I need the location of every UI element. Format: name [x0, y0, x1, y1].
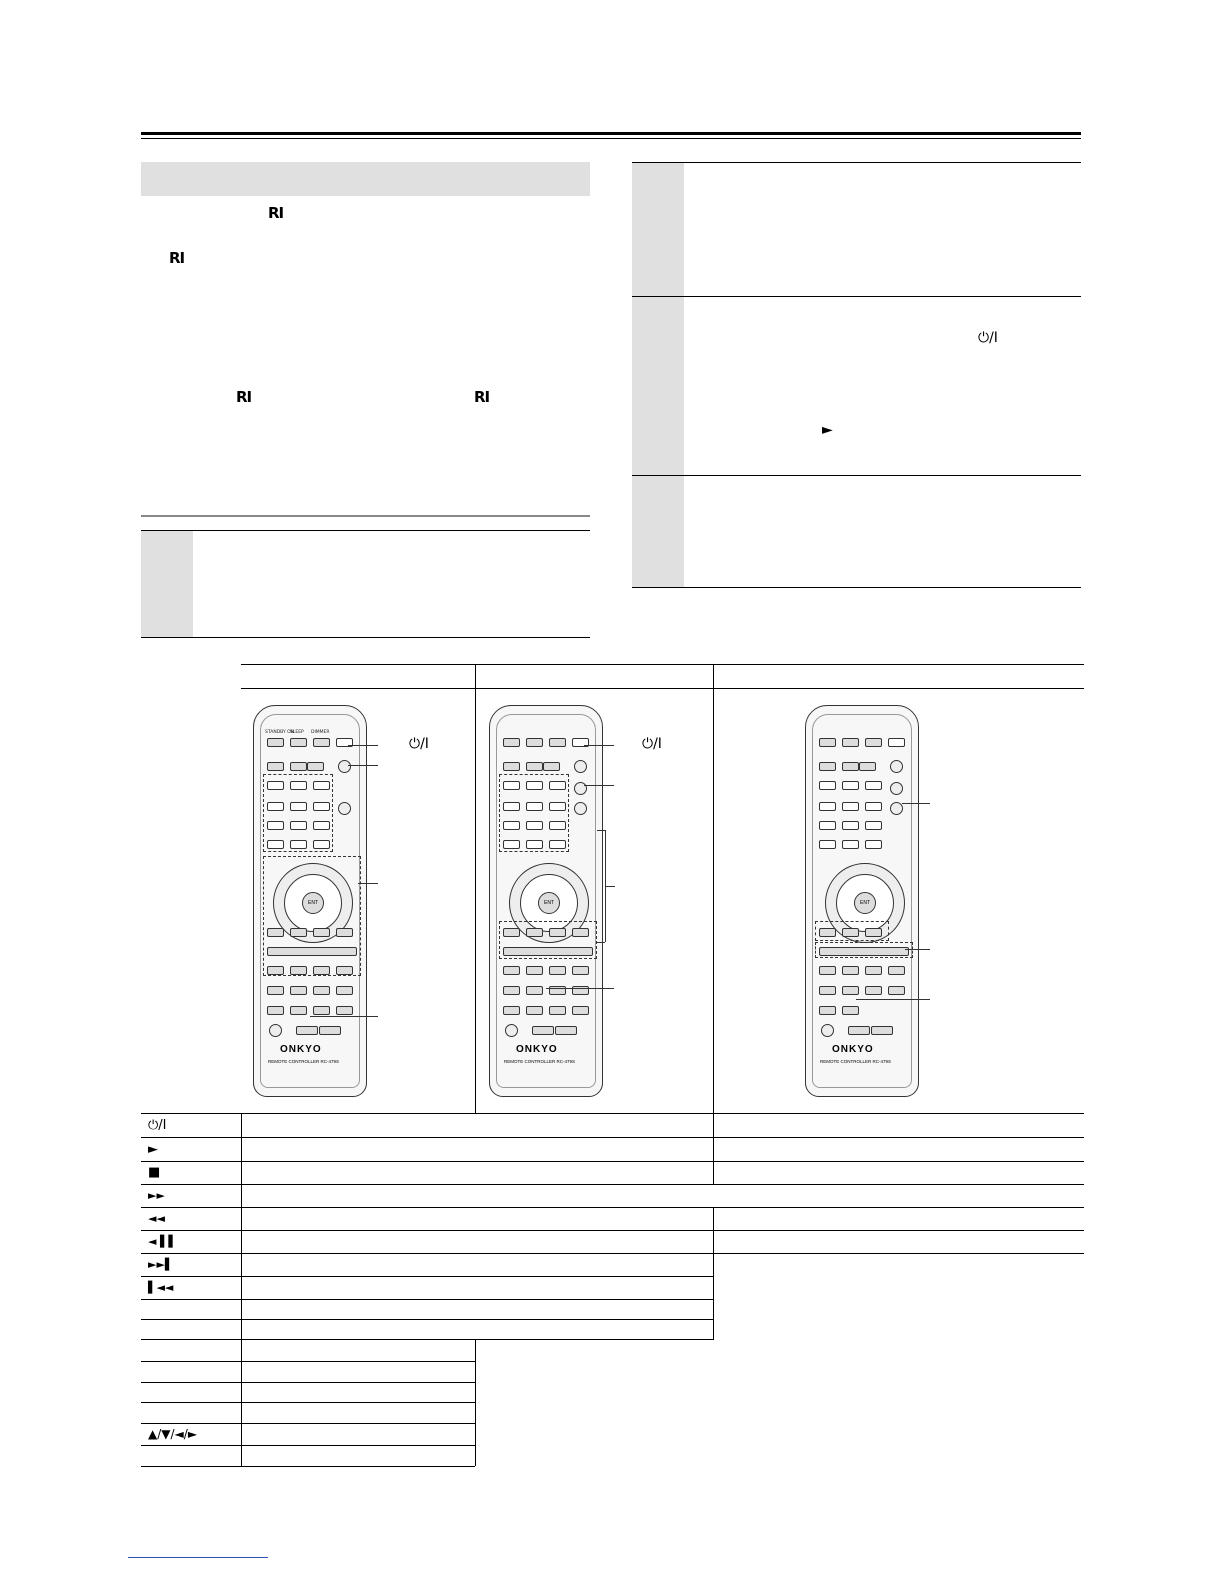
remote-model: REMOTE CONTROLLER RC-479S [504, 1059, 576, 1064]
step-number-cell [141, 531, 193, 637]
transport-button [572, 928, 589, 937]
remote-illustration-1 [253, 705, 367, 1097]
volume-down-button [532, 1026, 554, 1035]
volume-up-button [555, 1026, 577, 1035]
key-2 [526, 781, 543, 790]
preset-button [842, 762, 859, 771]
table-row-symbol: ■ [148, 1165, 161, 1180]
callout-line [584, 785, 614, 786]
key-7 [819, 821, 836, 830]
audio-sel-button [503, 986, 520, 995]
transport-button [865, 928, 882, 937]
enter-button: ENT [302, 892, 324, 914]
power-symbol: ⏻/I [978, 330, 998, 346]
transport-button [819, 947, 909, 956]
dvd-button [890, 760, 903, 773]
cd-button [888, 986, 905, 995]
video3-button [336, 1006, 353, 1015]
table-row-symbol: ⏻/I [148, 1118, 167, 1133]
table-rule [141, 1319, 714, 1320]
step-number-cell [632, 163, 684, 296]
section-heading-bar [141, 162, 590, 196]
audio-sel-button [819, 986, 836, 995]
key-0 [526, 840, 543, 849]
level-up-button [572, 966, 589, 975]
preset-button [859, 762, 876, 771]
callout-line [902, 803, 930, 804]
step-number-cell [632, 297, 684, 475]
test-button [503, 966, 520, 975]
transport-button [313, 928, 330, 937]
table-rule [141, 1113, 1084, 1114]
power-button [888, 738, 905, 747]
remote-frame-divider [475, 664, 476, 1114]
transport-button [526, 928, 543, 937]
key-9 [865, 821, 882, 830]
preset-button [290, 762, 307, 771]
callout-line [348, 745, 378, 746]
transport-button [336, 928, 353, 937]
sleep-button [526, 738, 543, 747]
transport-button [503, 947, 593, 956]
header-rule-thin [141, 138, 1081, 139]
remote-frame-sub [241, 688, 1084, 689]
volume-down-button [848, 1026, 870, 1035]
cd-tape-button [574, 802, 587, 815]
step-box-2 [632, 163, 1081, 296]
step-box-1 [141, 531, 590, 637]
key-8 [290, 821, 307, 830]
table-rule [141, 1276, 714, 1277]
table-row-symbol: ► [148, 1142, 158, 1157]
table-rule [141, 1445, 475, 1446]
table-col-rule [713, 1113, 714, 1184]
key-6 [313, 802, 330, 811]
video1-button [526, 1006, 543, 1015]
key-9 [549, 821, 566, 830]
key-2 [842, 781, 859, 790]
remote-frame-top [241, 664, 1084, 665]
cd-button-2 [574, 782, 587, 795]
step-rule [632, 587, 1081, 588]
table-rule [141, 1339, 714, 1340]
table-rule [141, 1161, 1084, 1162]
ri-logo: RI [474, 388, 490, 406]
audio-sel-button [267, 986, 284, 995]
remote-label: SLEEP [290, 730, 304, 735]
test-button [267, 966, 284, 975]
key-8 [526, 821, 543, 830]
key-ch [313, 840, 330, 849]
ch-sel-button [290, 966, 307, 975]
level-down-button [549, 966, 566, 975]
table-col-rule [713, 1207, 714, 1339]
step-number-cell [632, 476, 684, 587]
dimmer-button [865, 738, 882, 747]
transport-button [267, 947, 357, 956]
callout-line [348, 765, 378, 766]
key-4 [267, 802, 284, 811]
dvd-button [574, 760, 587, 773]
table-row-symbol: ►► [148, 1189, 165, 1202]
transport-button [267, 928, 284, 937]
table-rule [141, 1253, 1084, 1254]
standby-button [503, 738, 520, 747]
key-plus10 [267, 840, 284, 849]
ri-logo: RI [268, 204, 284, 222]
table-rule [141, 1382, 475, 1383]
table-rule [141, 1423, 475, 1424]
callout-line [358, 883, 378, 884]
table-row-symbol: ◄ ▌▌ [148, 1235, 177, 1248]
key-8 [842, 821, 859, 830]
dimmer-button [549, 738, 566, 747]
video2-button [549, 1006, 566, 1015]
video2-button [313, 1006, 330, 1015]
remote-label: STANDBY ON [265, 730, 295, 735]
key-7 [503, 821, 520, 830]
key-1 [267, 781, 284, 790]
key-ch [549, 840, 566, 849]
dvd-input-button [267, 1006, 284, 1015]
key-3 [313, 781, 330, 790]
table-rule [141, 1137, 1084, 1138]
transport-button [842, 928, 859, 937]
enter-button: ENT [854, 892, 876, 914]
tape-button [842, 986, 859, 995]
table-rule [141, 1230, 1084, 1231]
callout-line [584, 745, 614, 746]
key-plus10 [503, 840, 520, 849]
test-button [819, 966, 836, 975]
preset-button [543, 762, 560, 771]
volume-down-button [296, 1026, 318, 1035]
standby-button [819, 738, 836, 747]
video1-button [842, 1006, 859, 1015]
dimmer-button [313, 738, 330, 747]
video3-button [572, 1006, 589, 1015]
key-0 [842, 840, 859, 849]
remote-illustration-3 [805, 705, 919, 1097]
table-row-symbol: ▌◄◄ [148, 1281, 174, 1294]
volume-up-button [871, 1026, 893, 1035]
step-box-4 [632, 476, 1081, 587]
footer-link-underline [128, 1557, 268, 1558]
dvd-button [338, 760, 351, 773]
remote-brand: ONKYO [832, 1044, 874, 1055]
key-6 [549, 802, 566, 811]
callout-line [597, 830, 605, 831]
remote-illustration-2 [489, 705, 603, 1097]
key-2 [290, 781, 307, 790]
ri-logo: RI [169, 249, 185, 267]
remote-model: REMOTE CONTROLLER RC-479S [820, 1059, 892, 1064]
remote-brand: ONKYO [280, 1044, 322, 1055]
remote-frame-divider [713, 664, 714, 1114]
muting-button [821, 1024, 834, 1037]
key-4 [819, 802, 836, 811]
volume-up-button [319, 1026, 341, 1035]
dvd-input-button [819, 1006, 836, 1015]
ch-sel-button [842, 966, 859, 975]
sleep-button [842, 738, 859, 747]
tuner-button [865, 986, 882, 995]
dsp-button [267, 762, 284, 771]
transport-button [819, 928, 836, 937]
callout-line [605, 886, 615, 887]
muting-button [505, 1024, 518, 1037]
remote-model: REMOTE CONTROLLER RC-479S [268, 1059, 340, 1064]
ch-sel-button [526, 966, 543, 975]
table-rule [141, 1466, 475, 1467]
table-rule [141, 1207, 1084, 1208]
step-box-3 [632, 297, 1081, 475]
preset-button [526, 762, 543, 771]
key-5 [526, 802, 543, 811]
cd-button-2 [890, 782, 903, 795]
table-row-symbol: ◄◄ [148, 1212, 165, 1225]
table-rule [141, 1402, 475, 1403]
preset-button [307, 762, 324, 771]
key-6 [865, 802, 882, 811]
key-4 [503, 802, 520, 811]
table-col-rule [241, 1113, 242, 1466]
key-1 [503, 781, 520, 790]
remote-brand: ONKYO [516, 1044, 558, 1055]
dsp-button [503, 762, 520, 771]
level-down-button [313, 966, 330, 975]
callout-line [597, 942, 605, 943]
dsp-button [819, 762, 836, 771]
power-callout: ⏻/I [642, 736, 662, 752]
table-row-symbol: ▲/▼/◄/► [148, 1427, 198, 1441]
cd-button [336, 986, 353, 995]
standby-button [267, 738, 284, 747]
muting-button [269, 1024, 282, 1037]
key-7 [267, 821, 284, 830]
key-plus10 [819, 840, 836, 849]
callout-line [546, 988, 614, 989]
key-3 [549, 781, 566, 790]
key-0 [290, 840, 307, 849]
table-row-symbol: ►►▌ [148, 1258, 174, 1271]
key-ch [865, 840, 882, 849]
ri-logo: RI [236, 388, 252, 406]
remote-label: DIMMER [311, 730, 330, 735]
callout-line [905, 949, 930, 950]
cd-tape-button [338, 802, 351, 815]
transport-button [503, 928, 520, 937]
power-callout: ⏻/I [409, 736, 429, 752]
tape-button [526, 986, 543, 995]
step-bottom-rule [141, 637, 590, 638]
transport-button [549, 928, 566, 937]
play-symbol: ► [822, 422, 833, 438]
key-5 [842, 802, 859, 811]
key-3 [865, 781, 882, 790]
key-5 [290, 802, 307, 811]
tuner-button [313, 986, 330, 995]
level-up-button [336, 966, 353, 975]
key-9 [313, 821, 330, 830]
level-down-button [865, 966, 882, 975]
video1-button [290, 1006, 307, 1015]
dvd-input-button [503, 1006, 520, 1015]
table-col-rule [475, 1339, 476, 1466]
callout-line [310, 1016, 378, 1017]
table-rule [141, 1299, 714, 1300]
sleep-button [290, 738, 307, 747]
transport-button [290, 928, 307, 937]
callout-line [856, 999, 930, 1000]
level-up-button [888, 966, 905, 975]
table-rule [141, 1184, 1084, 1185]
header-rule-thick [141, 132, 1081, 135]
tape-button [290, 986, 307, 995]
step-top-rule [141, 515, 590, 517]
enter-button: ENT [538, 892, 560, 914]
table-rule [141, 1361, 475, 1362]
key-1 [819, 781, 836, 790]
